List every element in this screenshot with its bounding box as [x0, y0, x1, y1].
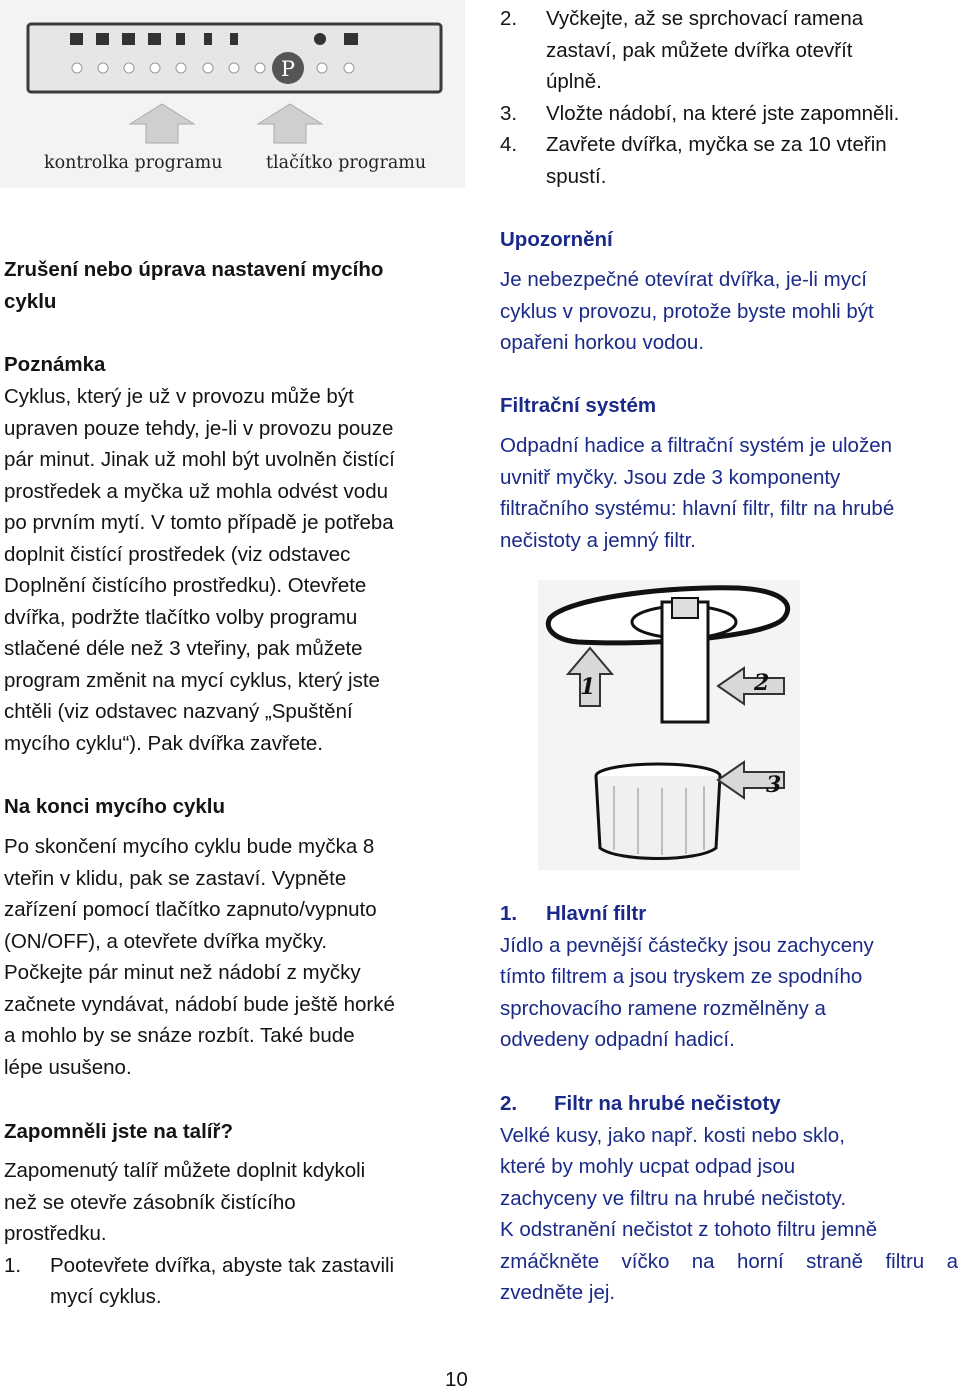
program-button-letter: P [280, 57, 296, 81]
step-1: 1. Pootevřete dvířka, abyste tak zastavili [4, 1253, 395, 1277]
step-4: 4. Zavřete dvířka, myčka se za 10 vteřin [500, 133, 887, 156]
main-filter-heading: 1. Hlavní filtr [500, 902, 647, 925]
forgotten-plate-heading: Zapomněli jste na talíř? [4, 1120, 233, 1143]
label-program-button: tlačítko programu [266, 153, 427, 173]
page-number: 10 [445, 1368, 468, 1391]
end-of-cycle-paragraph: Po skončení mycího cyklu bude myčka 8 vteřin v klidu, pak se zastaví. Vypněte zařízení pomocí tlačítko zapnuto/vypnuto (ON/OFF), a otevřete dvířka myčky. Počkejte pár minut než nádobí z myčky začnete vyndávat, nádobí bude ještě horké a mohlo by se snáze rozbít. Také bude lépe usušeno. [4, 835, 395, 1079]
note-heading: Poznámka [4, 353, 106, 376]
figure-label-3: 3 [766, 772, 782, 798]
forgotten-plate-paragraph: Zapomenutý talíř můžete doplnit kdykoli než se otevře zásobník čistícího prostředku. 1. Pootevřete dvířka, abyste tak zastavili mycí cyklus. [4, 1155, 456, 1313]
warning-paragraph: Je nebezpečné otevírat dvířka, je-li mycí cyklus v provozu, protože byste mohli být opařeni horkou vodou. [500, 268, 874, 354]
main-filter-section: 1. Hlavní filtr Jídlo a pevnější částečky jsou zachyceny tímto filtrem a jsou tryskem ze spodního sprchovacího ramene rozmělněny a odvedeny odpadní hadicí. [500, 898, 952, 1056]
coarse-filter-section: 2. Filtr na hrubé nečistoty Velké kusy, jako např. kosti nebo sklo, které by mohly ucpat odpad jsou zachyceny ve filtru na hrubé nečistoty. K odstranění nečistot z tohoto filtru jemně zmáčkněte víčko na horní straně filtru a zvedněte jej. [500, 1088, 958, 1309]
filter-assembly-figure [538, 580, 800, 870]
filter-system-heading: Filtrační systém [500, 394, 657, 417]
control-panel-figure [0, 0, 465, 188]
cancel-cycle-heading: Zrušení nebo úprava nastavení mycího cyklu [4, 258, 384, 313]
coarse-filter-heading: 2. Filtr na hrubé nečistoty [500, 1092, 781, 1115]
figure-label-2: 2 [754, 670, 770, 696]
end-of-cycle-heading: Na konci mycího cyklu [4, 795, 226, 818]
step-3: 3. Vložte nádobí, na které jste zapomněli. [500, 101, 900, 125]
steps-2-4: 2. Vyčkejte, až se sprchovací ramena zastaví, pak můžete dvířka otevřít úplně. 3. Vložte nádobí, na které jste zapomněli. 4. Zavřete dvířka, myčka se za 10 vteřin spustí. [500, 3, 950, 192]
figure-label-1: 1 [580, 674, 596, 700]
filter-system-paragraph: Odpadní hadice a filtrační systém je uložen uvnitř myčky. Jsou zde 3 komponenty filtračního systému: hlavní filtr, filtr na hrubé nečistoty a jemný filtr. [500, 434, 895, 552]
step-2: 2. Vyčkejte, až se sprchovací ramena [500, 7, 864, 30]
label-program-indicator: kontrolka programu [44, 153, 223, 173]
program-button[interactable] [272, 52, 304, 84]
warning-heading: Upozornění [500, 228, 613, 251]
note-paragraph: Cyklus, který je už v provozu může být upraven pouze tehdy, je-li v provozu pouze pár minut. Jinak už mohl být uvolněn čistící prostředek a myčka už mohla odvést vodu po prvním mytí. V tomto případě je potřeba doplnit čistící prostředek (viz odstavec Doplnění čistícího prostředku). Otevřete dvířka, podržte tlačítko volby programu stlačené déle než 3 vteřiny, pak můžete program změnit na mycí cyklus, který jste chtěli (viz odstavec nazvaný „Spuštění mycího cyklu“). Pak dvířka zavřete. [4, 385, 395, 755]
